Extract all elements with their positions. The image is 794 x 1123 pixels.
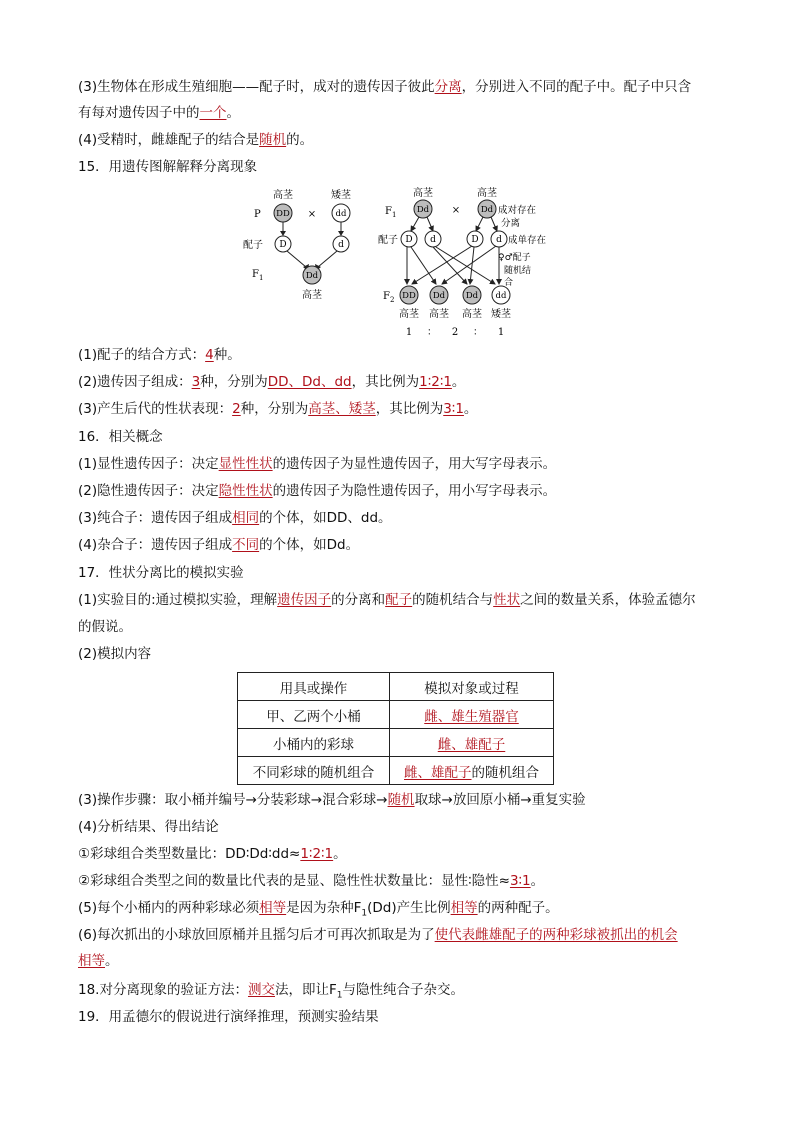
svg-text:Dd: Dd [416,205,430,215]
svg-text:矮茎: 矮茎 [491,309,511,320]
table-header-row [238,673,554,701]
genetic-diagram-right [378,182,578,342]
operation-steps: (3)操作步骤：取小桶并编号→分装彩球→混合彩球→随机取球→放回原小桶→重复实验 [78,792,586,808]
table-cell: 雌、雄配子 [390,729,554,757]
svg-text:2: 2 [390,296,395,304]
svg-text:分离: 分离 [501,218,521,229]
table-row [238,729,554,757]
heading-15: 15．用遗传图解解释分离现象 [78,159,258,175]
svg-text:F: F [383,291,390,302]
svg-text:配子: 配子 [243,240,263,251]
svg-text:DD: DD [402,291,416,301]
svg-text:d: d [430,235,436,245]
experiment-purpose-cont: 的假说。 [78,619,132,635]
svg-text:高茎: 高茎 [302,290,322,301]
table-header: 用具或操作 [238,673,390,701]
para-3: (3)生物体在形成生殖细胞——配子时，成对的遗传因子彼此分离，分别进入不同的配子中。配子中只含 [78,79,692,95]
svg-text:dd: dd [335,209,347,219]
concept-heterozygote: (4)杂合子：遗传因子组成不同的个体，如Dd。 [78,537,360,553]
svg-text:1: 1 [405,327,413,338]
heading-16: 16．相关概念 [78,429,163,445]
simulation-table [237,672,554,785]
answer-separate: 分离 [434,79,462,95]
svg-text:高茎: 高茎 [273,190,293,201]
svg-text:1: 1 [259,274,264,282]
para-4: (4)受精时，雌雄配子的结合是随机的。 [78,132,314,148]
svg-text:×: × [451,205,461,216]
table-cell: 雌、雄生殖器官 [390,701,554,729]
experiment-note-5: (5)每个小桶内的两种彩球必须相等是因为杂种$F_1(Dd)$产生比例相等的两种配子。 [78,900,559,919]
table-cell: 不同彩球的随机组合 [238,757,390,785]
svg-text:d: d [338,240,344,250]
svg-text:D: D [279,240,287,250]
svg-text:矮茎: 矮茎 [331,190,351,201]
q-combination-count: (1)配子的结合方式：4种。 [78,347,241,363]
svg-text:高茎: 高茎 [413,188,433,199]
svg-text:dd: dd [495,291,507,301]
concept-homozygote: (3)纯合子：遗传因子组成相同的个体，如DD、dd。 [78,510,392,526]
analysis-heading: (4)分析结果、得出结论 [78,819,219,835]
q-genotypes: (2)遗传因子组成：3种，分别为DD、Dd、dd，其比例为1∶2∶1。 [78,374,466,390]
svg-text:Dd: Dd [465,291,479,301]
svg-text:d: d [496,235,502,245]
svg-text:高茎: 高茎 [429,309,449,320]
heading-18: 18.对分离现象的验证方法：测交法，即让$F_1$与隐性纯合子杂交。 [78,982,464,1001]
svg-text:高茎: 高茎 [477,188,497,199]
svg-text:♀♂配子: ♀♂配子 [498,253,531,263]
svg-text:1: 1 [497,327,505,338]
answer-one: 一个 [199,105,227,121]
svg-text:合: 合 [504,278,514,288]
table-header: 模拟对象或过程 [390,673,554,701]
simulation-content-heading: (2)模拟内容 [78,646,152,662]
table-cell: 甲、乙两个小桶 [238,701,390,729]
svg-text:成单存在: 成单存在 [508,235,547,246]
svg-text:DD: DD [276,209,290,219]
svg-text:高茎: 高茎 [399,309,419,320]
heading-17: 17．性状分离比的模拟实验 [78,565,244,581]
svg-text:×: × [307,209,317,220]
table-cell: 小桶内的彩球 [238,729,390,757]
svg-text:高茎: 高茎 [462,309,482,320]
svg-text:Dd: Dd [480,205,494,215]
result-phenotype-ratio: ②彩球组合类型之间的数量比代表的是显、隐性性状数量比：显性∶隐性≈3∶1。 [78,873,545,889]
svg-text:2: 2 [451,327,459,338]
svg-text:配子: 配子 [378,235,398,246]
heading-19: 19．用孟德尔的假说进行演绎推理，预测实验结果 [78,1009,379,1025]
concept-dominant: (1)显性遗传因子：决定显性性状的遗传因子为显性遗传因子，用大写字母表示。 [78,456,557,472]
svg-text:D: D [471,235,479,245]
svg-text:：: ： [473,327,483,338]
experiment-note-6-cont: 相等。 [78,953,119,969]
table-row [238,701,554,729]
table-cell: 雌、雄配子的随机组合 [390,757,554,785]
svg-text:：: ： [427,327,437,338]
experiment-purpose: (1)实验目的:通过模拟实验，理解遗传因子的分离和配子的随机结合与性状之间的数量关系，体验孟德尔 [78,592,696,608]
svg-text:Dd: Dd [432,291,446,301]
genetic-diagram-left [240,184,370,304]
svg-text:1: 1 [392,211,397,219]
svg-text:Dd: Dd [305,271,319,281]
svg-text:P: P [254,209,261,220]
svg-text:D: D [405,235,413,245]
concept-recessive: (2)隐性遗传因子：决定隐性性状的遗传因子为隐性遗传因子，用小写字母表示。 [78,483,557,499]
q-phenotypes: (3)产生后代的性状表现：2种，分别为高茎、矮茎，其比例为3∶1。 [78,401,478,417]
result-genotype-ratio: ①彩球组合类型数量比：DD∶Dd∶dd≈1∶2∶1。 [78,846,347,862]
experiment-note-6: (6)每次抓出的小球放回原桶并且摇匀后才可再次抓取是为了使代表雌雄配子的两种彩球被抓出的机会 [78,927,678,943]
svg-text:成对存在: 成对存在 [498,205,537,216]
answer-random: 随机 [259,132,287,148]
para-3-cont: 有每对遗传因子中的一个。 [78,105,240,121]
svg-text:随机结: 随机结 [504,266,532,276]
svg-text:F: F [252,269,259,280]
svg-text:F: F [385,206,392,217]
table-row [238,757,554,785]
